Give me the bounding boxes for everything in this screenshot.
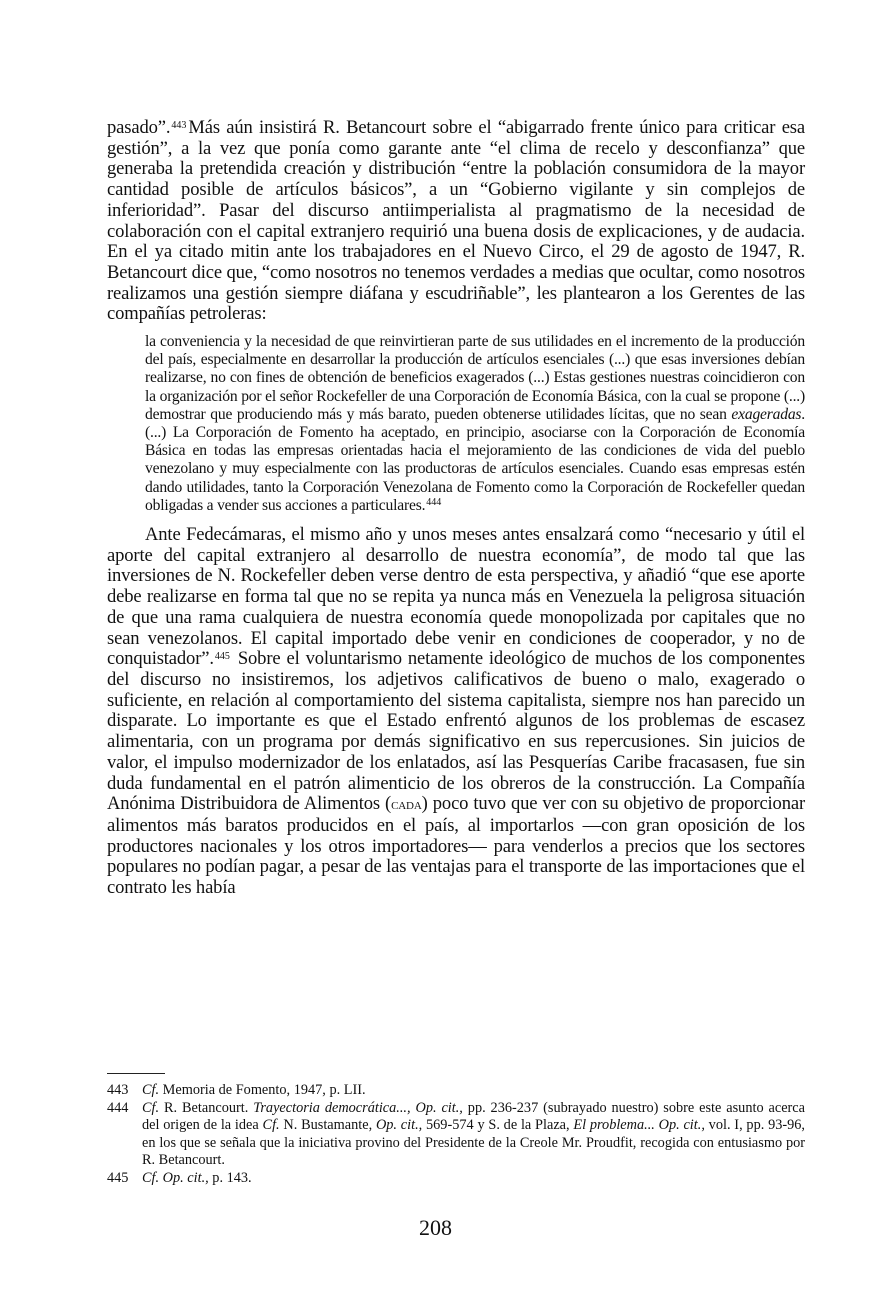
footnote-text	[142, 1082, 805, 1100]
text-run: N. Bustamante,	[279, 1117, 376, 1134]
italic-text: Op. cit.,	[415, 1099, 463, 1116]
italic-text: Trayectoria democrática...,	[253, 1099, 411, 1116]
footnote-number: 443	[107, 1082, 129, 1098]
text-run: Ante Fedecámaras, el mismo año y unos meses antes ensalzará como “necesario y útil el aporte del capital extranjero al desarrollo de nuestra economía”, de modo tal que las inversiones de N. Rockefeller deben verse dentro de esta perspectiva, y añadió “que ese aporte debe realizarse en forma tal que no se repita ya nunca más en Venezuela la peligrosa situación de que una rama cualquiera de nuestra economía quede monopolizada por capitales que no sean venezolanos. El capital importado debe venir en condiciones de cooperador, y no de conquistador”.	[107, 524, 805, 670]
text-run: ) poco tuvo que ver con su objetivo de proporcionar alimentos más baratos producidos en el país, al importarlos —con gran oposición de los productores nacionales y los otros importadores— para venderlos a precios que los sectores populares no podían pagar, a pesar de las ventajas para el transporte de las importaciones que el contrato les había	[107, 793, 805, 899]
paragraph-1	[107, 118, 805, 325]
italic-text: exageradas	[731, 405, 802, 423]
text-run: Memoria de Fomento, 1947, p. LII.	[159, 1082, 366, 1098]
block-quote	[145, 333, 805, 515]
italic-text: Cf.	[142, 1082, 160, 1098]
text-run: . (...) La Corporación de Fomento ha aceptado, en principio, asociarse con la Corporación de Economía Básica en todas las empresas orientadas hacia el mejoramiento de las condiciones de vida del pueblo venezolano y muy especialmente con las productoras de artículos esenciales. Cuando esas empresas estén dando utilidades, tanto la Corporación Venezolana de Fomento como la Corporación de Rockefeller quedan obligadas a vender sus acciones a particulares.	[145, 405, 805, 514]
page-number: 208	[419, 1215, 452, 1240]
footnote-443	[107, 1082, 805, 1100]
text-run: R. Betancourt.	[159, 1099, 254, 1116]
italic-text: Cf.	[142, 1169, 160, 1186]
footnote-divider	[107, 1073, 165, 1074]
italic-text: Cf.	[142, 1099, 160, 1116]
text-run: la conveniencia y la necesidad de que reinvirtieran parte de sus utilidades en el incremento de la producción del país, especialmente en desarrollar la producción de artículos esenciales (...) que esas inversiones debían realizarse, no con fines de obtención de beneficios exagerados (...) Estas gestiones nuestras coincidieron con la organización por el señor Rockefeller de una Corporación de Economía Básica, con la cual se propone (...) demostrar que produciendo más y más barato, pueden obtenerse utilidades lícitas, que no sean	[145, 333, 805, 423]
acronym-cada: cada	[391, 797, 422, 814]
italic-text: Op. cit.,	[162, 1169, 209, 1186]
italic-text: Cf.	[262, 1117, 280, 1134]
text-run: p. 143.	[208, 1169, 252, 1186]
footnote-text	[142, 1100, 805, 1170]
footnote-ref-444[interactable]: 444	[426, 496, 442, 508]
footnote-number: 444	[107, 1099, 129, 1116]
text-run: Sobre el voluntarismo netamente ideológico de muchos de los componentes del discurso no insistiremos, los adjetivos calificativos de bueno o malo, exagerado o suficiente, en relación al comportamiento del sistema capitalista, siempre nos han parecido un disparate. Lo importante es que el Estado enfrentó algunos de los problemas de escasez alimentaria, con un programa por demás significativo en sus repercusiones. Sin juicios de valor, el impulso modernizador de los enlatados, así las Pesquerías Caribe fracasasen, fue sin duda fundamental en el patrón alimenticio de los obreros de la construcción. La Compañía Anónima Distribuidora de Alimentos (	[107, 648, 805, 815]
text-run: pasado”.	[107, 117, 171, 138]
footnote-444	[107, 1100, 805, 1170]
text-run: vol. I, pp. 93-96, en los que se señala que la iniciativa provino del Presidente de la Creole Mr. Proudfit, recogida con entusiasmo por R. Betancourt.	[142, 1117, 806, 1169]
italic-text: El problema... Op. cit.,	[573, 1117, 705, 1134]
footnote-ref-443[interactable]: 443	[171, 120, 187, 131]
text-run: 569-574 y S. de la Plaza,	[422, 1117, 574, 1134]
page-body	[107, 118, 805, 899]
footnote-445	[107, 1170, 805, 1188]
footnote-number: 445	[107, 1169, 129, 1186]
paragraph-2	[107, 525, 805, 899]
footnote-text	[142, 1170, 805, 1188]
text-run: pp. 236-237 (subrayado nuestro) sobre este asunto acerca del origen de la idea	[142, 1099, 805, 1134]
text-run: Más aún insistirá R. Betancourt sobre el “abigarrado frente único para criticar esa gestión”, a la vez que ponía como garante ante “el clima de recelo y desconfianza” que generaba la pretendida creación y distribución “entre la población consumidora de la mayor cantidad posible de artículos básicos”, a un “Gobierno vigilante y sin complejos de inferioridad”. Pasar del discurso antiimperialista al pragmatismo de la necesidad de colaboración con el capital extranjero requirió una buena dosis de explicaciones, y de audacia. En el ya citado mitin ante los trabajadores en el Nuevo Circo, el 29 de agosto de 1947, R. Betancourt dice que, “como nosotros no tenemos verdades a medias que ocultar, como nosotros realizamos una gestión siempre diáfana y escudriñable”, les plantearon a los Gerentes de las compañías petroleras:	[107, 117, 805, 325]
italic-text: Op. cit.,	[375, 1117, 423, 1134]
footnotes	[107, 1082, 805, 1188]
footnote-ref-445[interactable]: 445	[214, 651, 230, 663]
